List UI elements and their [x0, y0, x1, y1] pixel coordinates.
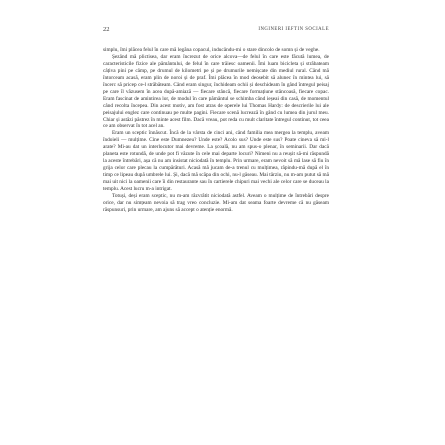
paragraph: simplu, îmi plăcea felul în care mă legăna copacul, inducându-mi o stare dincolo de somn și de veghe.: [103, 47, 320, 53]
paragraph: Totuși, deși eram sceptic, nu m-am răzvrătit niciodată astfel. Aveam o mulțime de întrebări despre orice, dar nu simțeam nevoia să trag vreo concluzie. Mi-am dat seama foarte devreme că nu găseam răspunsuri, prin urmare, am ajuns să accept o atenție enormă.: [103, 193, 329, 213]
running-title: INGINERI IEFTIN SOCIALE: [258, 27, 329, 32]
page-number: 22: [103, 26, 110, 33]
page-header: [103, 26, 329, 36]
paragraph: Eram un sceptic înnăscut. Încă de la vârsta de cinci ani, când familia mea mergea la templu, aveam îndoieli — mulțime. Cine este Dumnezeu? Unde este? Acolo sus? Unde este sus? Poate cineva să mi-l arate? Mi-au dat un interlocutor mai devreme. La școală, nu am spus-o plenar, în seminarii. Dar dacă planeta este rotundă, de unde pot fi văzute în cele mai departe locuri? Nimeni nu a reușit să-mi răspundă la aceste întrebări, așa că nu am insistat niciodată în templu. Prin urmare, eram nevoit să mă lase să fiu în grija celor care plecau la cumpărături. Acasă mă jucam de-a trenul cu mulțimea, răpindu-mă după el în timp ce lipeau după umbrele lui. Și, dacă mă scăpa din ochi, nu-l găseau. Mai târziu, nu m-am putut să mă mai uit nici la oamenii care îi din restaurante sau în cartierele chipuri mai vechi ale celor care se duceau la templu. Acest lucru m-a intrigat.: [103, 130, 329, 193]
body-text: [103, 47, 329, 419]
paragraph: Șezând mă plictisea, dar eram încrezut de orice alcova—de felul în care este făcută lumea, de caracteristicile fizice ale pământului, de felul în care trăiesc oamenii. Îmi luam bicicleta și străbateam câțiva pini pe câmp, pe drumul de kilometri pe și pe drumurile nemișcate din mediul rural. Când mă întorceam acasă, eram plin de noroi și de praf. Îmi plăcea în mod deosebit să alunec în mintea lui, să încerc să pricep ce-l străbăteam. Când eram singur, închideam ochii și deschideam în gând întregul peisaj pe care îl văzusem în acea după-amiază — fiecare stâncă, fiecare formațiune stâncoasă, fiecare copac. Eram fascinat de amintirea lor, de modul în care pământul se schimba când ieșeai din casă, de momentul când recolta începea. Din acest motiv, am fost atras de operele lui Thomas Hardy: de descrierile lui ale peisajului englez care continuau pe multe pagini. Fiecare scenă lucrează în gând cu lumea din jurul meu. Chiar și astăzi păstrez în minte acest film. Dacă vreau, pot reda cu mult claritate întregul continut, tot ceea ce am observat în tot acel an.: [103, 53, 329, 130]
